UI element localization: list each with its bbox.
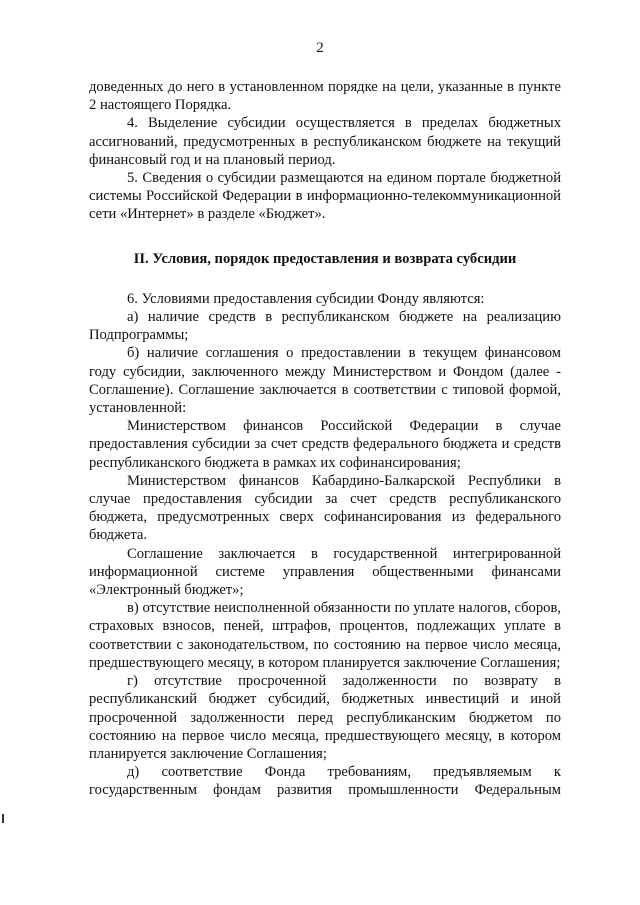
paragraph-subitem-g: г) отсутствие просроченной задолженности по возврату в республиканский бюджет субсидий, бюджетных инвестиций и иной просроченной задолженности перед республиканским бюджетом по состоянию на первое число месяца, предшествующего месяцу, в котором планируется заключение Соглашения; (89, 673, 561, 762)
paragraph-electronic-budget: Соглашение заключается в государственной интегрированной информационной системе управления общественными финансами «Электронный бюджет»; (89, 545, 561, 599)
paragraph-item-6: 6. Условиями предоставления субсидии Фонду являются: (127, 290, 485, 307)
paragraph-item-4: 4. Выделение субсидии осуществляется в пределах бюджетных ассигнований, предусмотренных в республиканском бюджете на текущий финансовый год и на плановый период. (89, 115, 561, 168)
paragraph-item-5: 5. Сведения о субсидии размещаются на едином портале бюджетной системы Российской Федерации в информационно-телекоммуникационной сети «Интернет» в разделе «Бюджет». (89, 170, 561, 223)
paragraph-subitem-d: д) соответствие Фонда требованиям, предъявляемым к государственным фондам развития промышленности Федеральным (89, 764, 561, 799)
scan-artifact (2, 814, 4, 823)
section-heading: II. Условия, порядок предоставления и возврата субсидии (133, 250, 517, 267)
paragraph-continuation: доведенных до него в установленном порядке на цели, указанные в пункте 2 настоящего Порядка. (89, 79, 561, 114)
paragraph-subitem-b: б) наличие соглашения о предоставлении в текущем финансовом году субсидии, заключенного между Министерством и Фондом (далее - Соглашение). Соглашение заключается в соответствии с типовой формой, установленной: (89, 345, 561, 417)
page-number: 2 (316, 40, 324, 56)
paragraph-minfin-kbr: Министерством финансов Кабардино-Балкарской Республики в случае предоставления субсидии за счет средств республиканского бюджета, предусмотренных сверх софинансирования из федерального бюджета. (89, 472, 561, 544)
paragraph-subitem-a: а) наличие средств в республиканском бюджете на реализацию Подпрограммы; (89, 309, 561, 344)
document-body (89, 78, 561, 800)
paragraph-subitem-v: в) отсутствие неисполненной обязанности по уплате налогов, сборов, страховых взносов, пеней, штрафов, процентов, подлежащих уплате в соответствии с законодательством, по состоянию на первое число месяца, предшествующего месяцу, в котором планируется заключение Соглашения; (89, 600, 561, 671)
paragraph-minfin-rf: Министерством финансов Российской Федерации в случае предоставления субсидии за счет средств федерального бюджета и средств республиканского бюджета в рамках их софинансирования; (89, 418, 561, 471)
